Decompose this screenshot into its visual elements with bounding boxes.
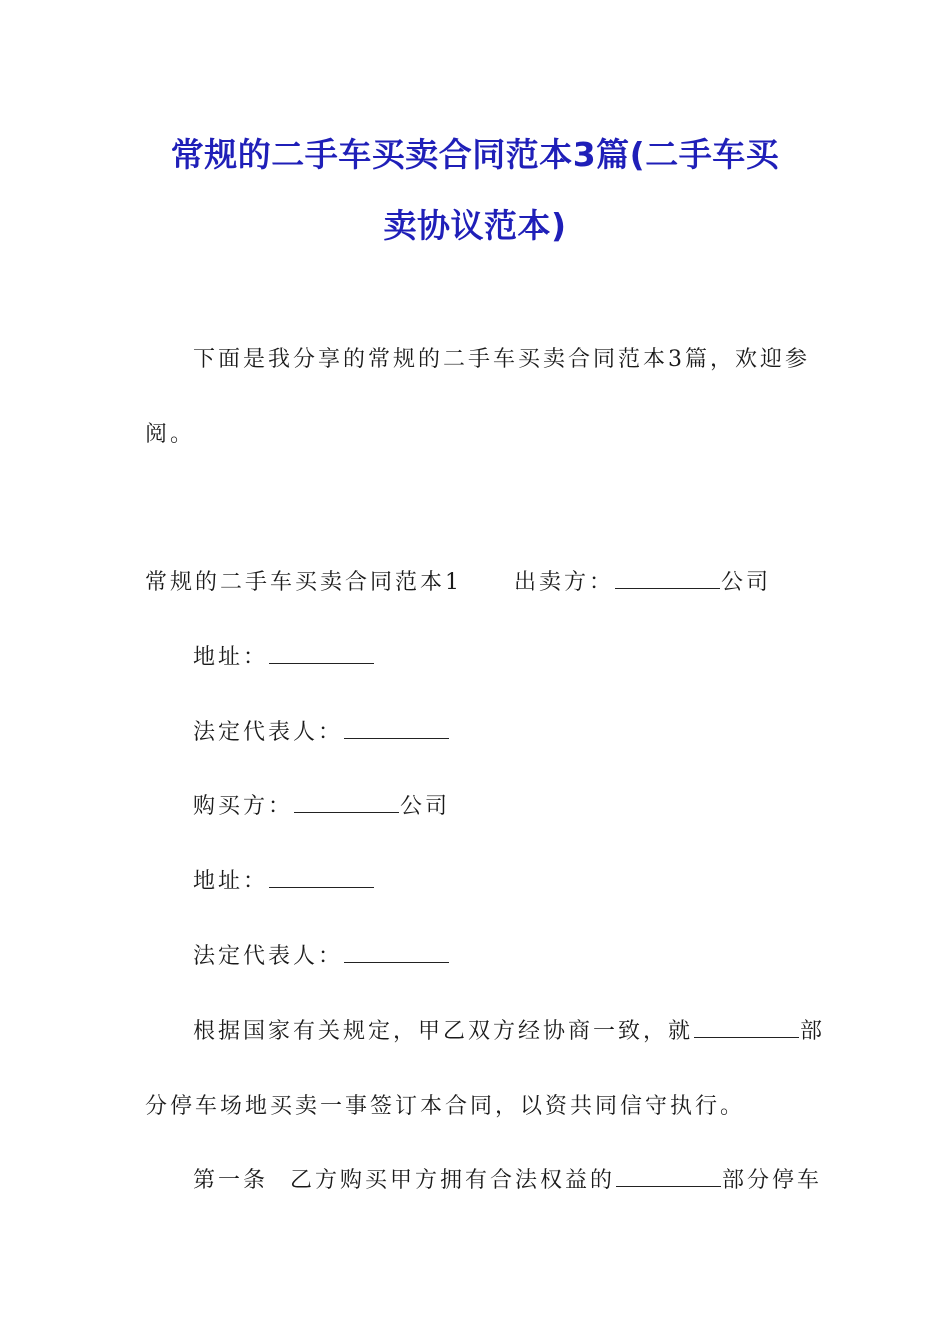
seller-name-blank [615, 568, 720, 589]
buyer-address-blank [269, 867, 374, 888]
seller-address-blank [269, 643, 374, 664]
buyer-name-blank [294, 792, 399, 813]
buyer-address-line [193, 867, 375, 897]
article-1-text: 乙方购买甲方拥有合法权益的 [290, 1168, 616, 1193]
seller-address-label: 地址： [193, 645, 269, 670]
buyer-address-label: 地址： [193, 869, 269, 894]
paragraph-1-line-2 [145, 1092, 745, 1122]
buyer-label: 购买方： [193, 794, 294, 819]
seller-company-suffix: 公司 [721, 570, 772, 595]
paragraph-1-line-1 [193, 1017, 825, 1047]
buyer-company-suffix: 公司 [400, 794, 451, 819]
section1-heading-line [145, 568, 771, 598]
article-1-suffix: 部分停车 [722, 1168, 823, 1193]
article-1-label: 第一条 [193, 1168, 269, 1193]
document-title-line-2: 卖协议范本) [383, 206, 567, 245]
seller-legal-rep-label: 法定代表人： [193, 720, 344, 745]
intro-text-end: 阅。 [145, 422, 196, 447]
seller-label: 出卖方： [514, 570, 615, 595]
buyer-legal-rep-label: 法定代表人： [193, 944, 344, 969]
seller-legal-rep-blank [344, 718, 449, 739]
buyer-legal-rep-blank [344, 942, 449, 963]
paragraph-1-text: 根据国家有关规定，甲乙双方经协商一致，就 [193, 1019, 694, 1044]
article-1-line [193, 1166, 822, 1196]
document-title-line-1: 常规的二手车买卖合同范本3篇(二手车买 [170, 135, 780, 174]
paragraph-1-suffix: 部 [800, 1019, 826, 1044]
intro-paragraph-line-2 [145, 420, 195, 450]
seller-address-line [193, 643, 375, 673]
paragraph-1-text-cont: 分停车场地买卖一事签订本合同，以资共同信守执行。 [145, 1094, 746, 1119]
parking-section-blank [694, 1017, 799, 1038]
seller-legal-rep-line [193, 718, 450, 748]
intro-paragraph-line-1 [193, 345, 810, 375]
article-1-blank [616, 1166, 721, 1187]
buyer-line [193, 792, 450, 822]
intro-text: 下面是我分享的常规的二手车买卖合同范本3篇，欢迎参 [193, 347, 810, 372]
buyer-legal-rep-line [193, 942, 450, 972]
section1-heading: 常规的二手车买卖合同范本1 [145, 570, 462, 595]
